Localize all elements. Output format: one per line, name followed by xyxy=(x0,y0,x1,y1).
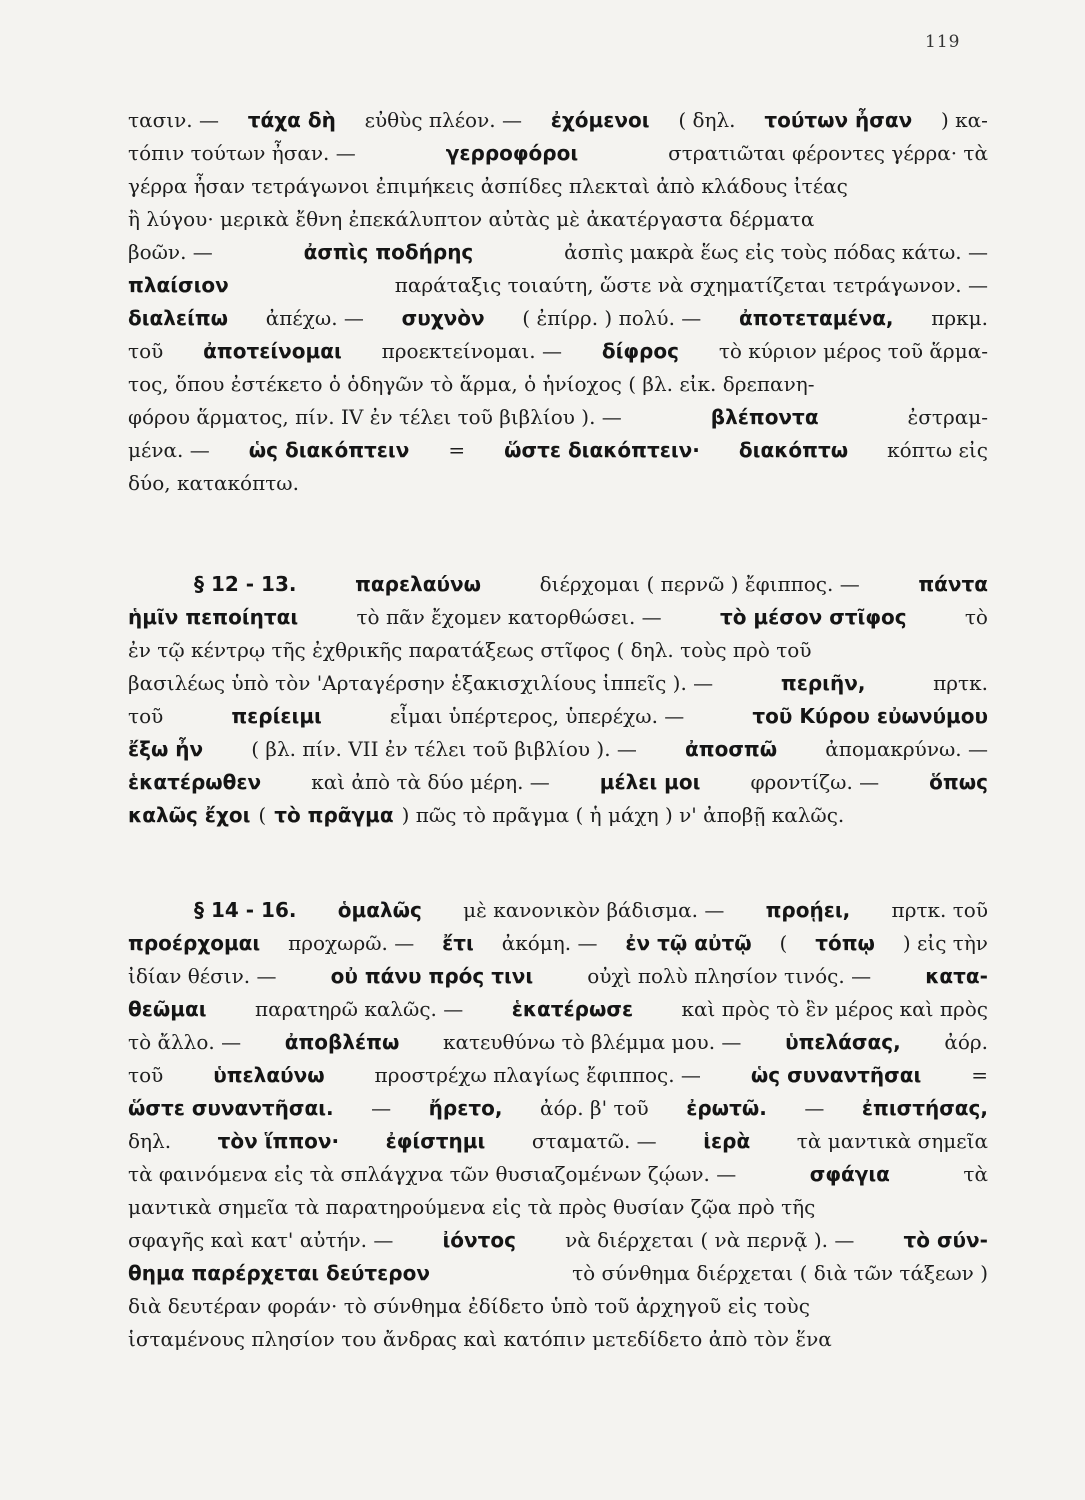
gloss-text: ( xyxy=(258,803,267,827)
gloss-text: ἱσταμένους πλησίον του ἄνδρας καὶ κατόπιν μετεδίδετο ἀπὸ τὸν ἕνα xyxy=(128,1327,832,1351)
lemma-term: τὸν ἵππον· xyxy=(217,1129,340,1153)
lemma-term: ἱερὰ xyxy=(703,1129,751,1153)
text-line xyxy=(128,1096,988,1129)
text-line xyxy=(128,1162,988,1195)
gloss-text: τὸ πᾶν ἔχομεν κατορθώσει. — xyxy=(356,605,662,629)
lemma-term: ἐπιστήσας, xyxy=(861,1096,988,1120)
text-line xyxy=(128,605,988,638)
text-line xyxy=(128,1195,988,1228)
gloss-text: ἢ λύγου· μερικὰ ἔθνη ἐπεκάλυπτον αὐτὰς μὲ ἀκατέργαστα δέρματα xyxy=(128,207,815,231)
text-line xyxy=(128,372,988,405)
gloss-text: ( ἐπίρρ. ) πολύ. — xyxy=(522,306,702,330)
gloss-text: ( xyxy=(779,931,788,955)
lemma-term: ἡμῖν πεποίηται xyxy=(128,605,299,629)
text-line xyxy=(128,704,988,737)
text-line xyxy=(128,207,988,240)
commentary-section-12-13 xyxy=(128,572,988,836)
lemma-term: ἀσπὶς ποδήρης xyxy=(303,240,474,264)
text-line xyxy=(128,1261,988,1294)
lemma-term: κατα- xyxy=(925,964,988,988)
page-number: 119 xyxy=(925,32,961,52)
gloss-text: βασιλέως ὑπὸ τὸν 'Αρταγέρσην ἑξακισχιλίους ἱππεῖς ). — xyxy=(128,671,714,695)
gloss-text: στρατιῶται φέροντες γέρρα· τὰ xyxy=(668,141,988,165)
gloss-text: τὸ σύνθημα διέρχεται ( διὰ τῶν τάξεων ) xyxy=(572,1261,988,1285)
lemma-term: περιῆν, xyxy=(780,671,866,695)
text-line xyxy=(128,273,988,306)
gloss-text: ἀπέχω. — xyxy=(265,306,364,330)
gloss-text: παράταξις τοιαύτη, ὥστε νὰ σχηματίζεται τετράγωνον. — xyxy=(394,273,988,297)
gloss-text: τὸ κύριον μέρος τοῦ ἅρμα- xyxy=(718,339,988,363)
gloss-text: σταματῶ. — xyxy=(531,1129,657,1153)
gloss-text: ( δηλ. xyxy=(678,108,736,132)
gloss-text: καὶ πρὸς τὸ ἓν μέρος καὶ πρὸς xyxy=(681,997,988,1021)
lemma-term: ὁμαλῶς xyxy=(337,898,422,922)
lemma-term: τάχα δὴ xyxy=(247,108,336,132)
gloss-text: τὰ μαντικὰ σημεῖα xyxy=(796,1129,988,1153)
lemma-term: παρελαύνω xyxy=(355,572,481,596)
gloss-text: καὶ ἀπὸ τὰ δύο μέρη. — xyxy=(311,770,550,794)
gloss-text: τοῦ xyxy=(128,704,164,728)
lemma-term: ὑπελάσας, xyxy=(785,1030,901,1054)
gloss-text: ἰδίαν θέσιν. — xyxy=(128,964,277,988)
gloss-text: πρτκ. τοῦ xyxy=(891,898,988,922)
gloss-text: πρτκ. xyxy=(933,671,988,695)
lemma-term: ὑπελαύνω xyxy=(213,1063,325,1087)
gloss-text: προστρέχω πλαγίως ἔφιππος. — xyxy=(374,1063,701,1087)
lemma-term: ἀποτεταμένα, xyxy=(739,306,894,330)
gloss-text: φροντίζω. — xyxy=(750,770,880,794)
lemma-term: τὸ σύν- xyxy=(903,1228,988,1252)
gloss-text: μὲ κανονικὸν βάδισμα. — xyxy=(463,898,725,922)
gloss-text: μαντικὰ σημεῖα τὰ παρατηρούμενα εἰς τὰ πρὸς θυσίαν ζῷα πρὸ τῆς xyxy=(128,1195,816,1219)
lemma-term: ἀποβλέπω xyxy=(284,1030,400,1054)
gloss-text: ) εἰς τὴν xyxy=(902,931,988,955)
lemma-term: καλῶς ἔχοι xyxy=(128,803,251,827)
gloss-text: — xyxy=(371,1096,392,1120)
lemma-term: ὥστε συναντῆσαι. xyxy=(128,1096,334,1120)
gloss-text: εἶμαι ὑπέρτερος, ὑπερέχω. — xyxy=(389,704,685,728)
lemma-term: οὐ πάνυ πρός τινι xyxy=(330,964,534,988)
text-line xyxy=(128,898,988,931)
text-line xyxy=(128,108,988,141)
text-line xyxy=(128,405,988,438)
lemma-term: μέλει μοι xyxy=(599,770,701,794)
gloss-text: τόπιν τούτων ἦσαν. — xyxy=(128,141,356,165)
lemma-term: ἑκατέρωσε xyxy=(511,997,634,1021)
gloss-text: τὰ φαινόμενα εἰς τὰ σπλάγχνα τῶν θυσιαζομένων ζῴων. — xyxy=(128,1162,737,1186)
lemma-term: περίειμι xyxy=(231,704,322,728)
gloss-text: τὸ xyxy=(964,605,988,629)
lemma-term: τὸ μέσον στῖφος xyxy=(719,605,907,629)
gloss-text: ἐστραμ- xyxy=(907,405,988,429)
gloss-text: τὸ ἄλλο. — xyxy=(128,1030,242,1054)
gloss-text: = xyxy=(971,1063,988,1087)
gloss-text: προχωρῶ. — xyxy=(288,931,415,955)
lemma-term: προῄει, xyxy=(765,898,851,922)
lemma-term: τὸ πρᾶγμα xyxy=(274,803,394,827)
lemma-term: § 14 - 16. xyxy=(194,898,297,922)
lemma-term: διακόπτω xyxy=(738,438,849,462)
gloss-text: δύο, κατακόπτω. xyxy=(128,471,299,495)
lemma-term: θεῶμαι xyxy=(128,997,207,1021)
gloss-text: δηλ. xyxy=(128,1129,172,1153)
gloss-text: πρκμ. xyxy=(931,306,988,330)
gloss-text: μένα. — xyxy=(128,438,210,462)
text-line xyxy=(128,803,988,836)
lemma-term: ἀποσπῶ xyxy=(685,737,778,761)
gloss-text: κόπτω εἰς xyxy=(887,438,988,462)
text-line xyxy=(128,1294,988,1327)
gloss-text: οὐχὶ πολὺ πλησίον τινός. — xyxy=(587,964,872,988)
text-line xyxy=(128,638,988,671)
text-line xyxy=(128,471,988,504)
gloss-text: τοῦ xyxy=(128,1063,164,1087)
text-line xyxy=(128,770,988,803)
gloss-text: εὐθὺς πλέον. — xyxy=(364,108,522,132)
gloss-text: προεκτείνομαι. — xyxy=(381,339,562,363)
gloss-text: κατευθύνω τὸ βλέμμα μου. — xyxy=(442,1030,742,1054)
text-line xyxy=(128,1063,988,1096)
text-line xyxy=(128,438,988,471)
text-line xyxy=(128,572,988,605)
lemma-term: ἑκατέρωθεν xyxy=(128,770,262,794)
lemma-term: δίφρος xyxy=(601,339,679,363)
text-line xyxy=(128,997,988,1030)
lemma-term: πλαίσιον xyxy=(128,273,229,297)
text-line xyxy=(128,339,988,372)
gloss-text: ἀόρ. xyxy=(944,1030,988,1054)
gloss-text: διέρχομαι ( περνῶ ) ἔφιππος. — xyxy=(539,572,860,596)
lemma-term: σφάγια xyxy=(809,1162,890,1186)
lemma-term: διαλείπω xyxy=(128,306,229,330)
lemma-term: ὡς διακόπτειν xyxy=(248,438,410,462)
gloss-text: τασιν. — xyxy=(128,108,219,132)
gloss-text: τὰ xyxy=(963,1162,988,1186)
gloss-text: ) πῶς τὸ πρᾶγμα ( ἡ μάχη ) ν' ἀποβῇ καλῶς. xyxy=(401,803,845,827)
gloss-text: βοῶν. — xyxy=(128,240,213,264)
gloss-text: γέρρα ἦσαν τετράγωνοι ἐπιμήκεις ἀσπίδες πλεκταὶ ἀπὸ κλάδους ἰτέας xyxy=(128,174,848,198)
gloss-text: σφαγῆς καὶ κατ' αὐτήν. — xyxy=(128,1228,394,1252)
lemma-term: ὥστε διακόπτειν· xyxy=(504,438,700,462)
gloss-text: παρατηρῶ καλῶς. — xyxy=(254,997,464,1021)
lemma-term: ἤρετο, xyxy=(428,1096,503,1120)
text-line xyxy=(128,737,988,770)
text-line xyxy=(128,174,988,207)
lemma-term: πάντα xyxy=(918,572,988,596)
text-line xyxy=(128,1228,988,1261)
gloss-text: ἀκόμη. — xyxy=(501,931,598,955)
lemma-term: θημα παρέρχεται δεύτερον xyxy=(128,1261,430,1285)
gloss-text: τοῦ xyxy=(128,339,164,363)
text-line xyxy=(128,931,988,964)
lemma-term: ἔξω ἦν xyxy=(128,737,204,761)
lemma-term: ἐφίστημι xyxy=(385,1129,486,1153)
lemma-term: § 12 - 13. xyxy=(194,572,297,596)
gloss-text: διὰ δευτέραν φοράν· τὸ σύνθημα ἐδίδετο ὑπὸ τοῦ ἀρχηγοῦ εἰς τοὺς xyxy=(128,1294,810,1318)
text-line xyxy=(128,240,988,273)
gloss-text: ἐν τῷ κέντρῳ τῆς ἐχθρικῆς παρατάξεως στῖφος ( δηλ. τοὺς πρὸ τοῦ xyxy=(128,638,812,662)
gloss-text: ἀπομακρύνω. — xyxy=(825,737,988,761)
lemma-term: ἐχόμενοι xyxy=(550,108,650,132)
text-line xyxy=(128,141,988,174)
lemma-term: ἐν τῷ αὐτῷ xyxy=(625,931,752,955)
lemma-term: τούτων ἦσαν xyxy=(764,108,913,132)
text-line xyxy=(128,306,988,339)
lemma-term: βλέποντα xyxy=(710,405,819,429)
text-line xyxy=(128,671,988,704)
gloss-text: ) κα- xyxy=(941,108,988,132)
lemma-term: ἰόντος xyxy=(442,1228,516,1252)
lemma-term: ὅπως xyxy=(929,770,988,794)
lemma-term: προέρχομαι xyxy=(128,931,261,955)
gloss-text: ἀσπὶς μακρὰ ἕως εἰς τοὺς πόδας κάτω. — xyxy=(564,240,988,264)
lemma-term: ἔτι xyxy=(442,931,474,955)
text-line xyxy=(128,964,988,997)
gloss-text: νὰ διέρχεται ( νὰ περνᾷ ). — xyxy=(565,1228,855,1252)
gloss-text: ( βλ. πίν. VII ἐν τέλει τοῦ βιβλίου ). — xyxy=(251,737,637,761)
text-line xyxy=(128,1030,988,1063)
gloss-text: τος, ὅπου ἐστέκετο ὁ ὁδηγῶν τὸ ἅρμα, ὁ ἡνίοχος ( βλ. εἰκ. δρεπανη- xyxy=(128,372,815,396)
commentary-section-14-16 xyxy=(128,898,988,1360)
commentary-section-1 xyxy=(128,108,988,504)
lemma-term: ἀποτείνομαι xyxy=(203,339,342,363)
gloss-text: ἀόρ. β' τοῦ xyxy=(540,1096,649,1120)
lemma-term: ἐρωτῶ. xyxy=(686,1096,767,1120)
lemma-term: τοῦ Κύρου εὐωνύμου xyxy=(752,704,988,728)
gloss-text: φόρου ἅρματος, πίν. IV ἐν τέλει τοῦ βιβλίου ). — xyxy=(128,405,622,429)
lemma-term: συχνὸν xyxy=(401,306,485,330)
text-line xyxy=(128,1129,988,1162)
gloss-text: — xyxy=(804,1096,825,1120)
text-line xyxy=(128,1327,988,1360)
lemma-term: γερροφόροι xyxy=(445,141,579,165)
lemma-term: τόπῳ xyxy=(815,931,875,955)
gloss-text: = xyxy=(448,438,466,462)
lemma-term: ὡς συναντῆσαι xyxy=(750,1063,922,1087)
